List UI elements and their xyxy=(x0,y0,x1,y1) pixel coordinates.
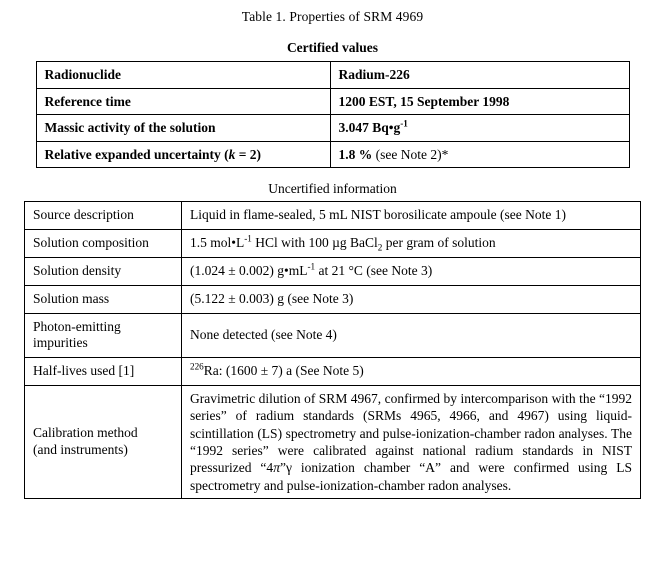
cell-massic-activity-label: Massic activity of the solution xyxy=(36,115,330,142)
uncertainty-label-pre: Relative expanded uncertainty ( xyxy=(44,146,229,162)
cell-uncertainty-label xyxy=(36,141,330,168)
table-row xyxy=(25,257,641,285)
cell-calibration-method-value xyxy=(182,386,641,499)
table-row xyxy=(25,285,641,313)
calibration-label-line2: (and instruments) xyxy=(33,441,128,457)
cell-solution-density-value xyxy=(182,257,641,285)
massic-activity-number: 3.047 Bq xyxy=(338,120,389,136)
composition-molarity: 1.5 mol•L xyxy=(190,234,245,250)
cell-uncertainty-value xyxy=(330,141,629,168)
cell-solution-composition-value xyxy=(182,229,641,257)
cell-half-lives-label: Half-lives used [1] xyxy=(25,358,182,386)
certified-values-heading: Certified values xyxy=(286,40,379,55)
cell-calibration-method-label xyxy=(25,386,182,499)
table-row xyxy=(36,141,629,168)
table-row xyxy=(25,313,641,358)
composition-carrier-subscript: 2 xyxy=(377,242,383,253)
composition-molarity-exponent: -1 xyxy=(244,233,252,244)
table-row xyxy=(25,358,641,386)
density-exponent: -1 xyxy=(307,261,316,272)
table-row xyxy=(36,62,629,89)
cell-massic-activity-value xyxy=(330,115,629,142)
massic-activity-exponent: -1 xyxy=(400,118,408,129)
certified-values-table xyxy=(36,61,630,168)
composition-suffix: per gram of solution xyxy=(382,234,496,250)
uncertainty-note: (see Note 2)* xyxy=(375,146,449,162)
uncertainty-number: 1.8 % xyxy=(338,146,373,162)
cell-source-description-value: Liquid in flame-sealed, 5 mL NIST borosilicate ampoule (see Note 1) xyxy=(182,202,641,230)
cell-half-lives-value xyxy=(182,358,641,386)
cell-radionuclide-value: Radium-226 xyxy=(330,62,629,89)
gamma-symbol: ”γ xyxy=(279,460,292,476)
table-row xyxy=(36,115,629,142)
table-row xyxy=(25,386,641,499)
half-life-mass-number: 226 xyxy=(190,361,204,372)
calibration-text-part1: Gravimetric dilution of SRM 4967, confirmed by intercomparison with the “1992 series” of radium standards (SRMs 4965, 4966, and 4967) using liquid-scintillation (LS) spectrometry and pulse-ionization-chamber radon analyses. The “1992 series” were calibrated against national radium standards in NIST pressurized “4 xyxy=(190,391,632,476)
density-temperature-note: at 21 °C (see Note 3) xyxy=(315,262,433,278)
cell-solution-mass-label: Solution mass xyxy=(25,285,182,313)
cell-reference-time-label: Reference time xyxy=(36,88,330,115)
page-title: Table 1. Properties of SRM 4969 xyxy=(241,9,424,24)
photon-impurities-label-line1: Photon-emitting xyxy=(33,318,121,334)
composition-carrier: HCl with 100 µg BaCl xyxy=(251,234,378,250)
half-life-value: Ra: (1600 ± 7) a (See Note 5) xyxy=(203,363,364,379)
density-value: (1.024 ± 0.002) g•mL xyxy=(190,262,308,278)
table-row xyxy=(25,202,641,230)
uncertified-information-table xyxy=(24,201,641,499)
cell-source-description-label: Source description xyxy=(25,202,182,230)
cell-solution-composition-label: Solution composition xyxy=(25,229,182,257)
cell-solution-mass-value: (5.122 ± 0.003) g (see Note 3) xyxy=(182,285,641,313)
calibration-label-line1: Calibration method xyxy=(33,425,138,441)
uncertainty-label-post: = 2) xyxy=(235,146,262,162)
table-row xyxy=(25,229,641,257)
cell-photon-impurities-label xyxy=(25,313,182,358)
pi-symbol: π xyxy=(273,460,280,476)
uncertainty-label-symbol: k xyxy=(228,146,236,162)
photon-impurities-label-line2: impurities xyxy=(33,335,88,351)
cell-radionuclide-label: Radionuclide xyxy=(36,62,330,89)
uncertified-information-heading: Uncertified information xyxy=(268,181,397,197)
cell-reference-time-value: 1200 EST, 15 September 1998 xyxy=(330,88,629,115)
calibration-text-part2: ionization chamber “A” and were confirmed using LS spectrometry and pulse-ionization-chamber radon analyses. xyxy=(190,460,633,493)
table-row xyxy=(36,88,629,115)
cell-photon-impurities-value: None detected (see Note 4) xyxy=(182,313,641,358)
massic-activity-unit: •g xyxy=(388,120,401,136)
cell-solution-density-label: Solution density xyxy=(25,257,182,285)
